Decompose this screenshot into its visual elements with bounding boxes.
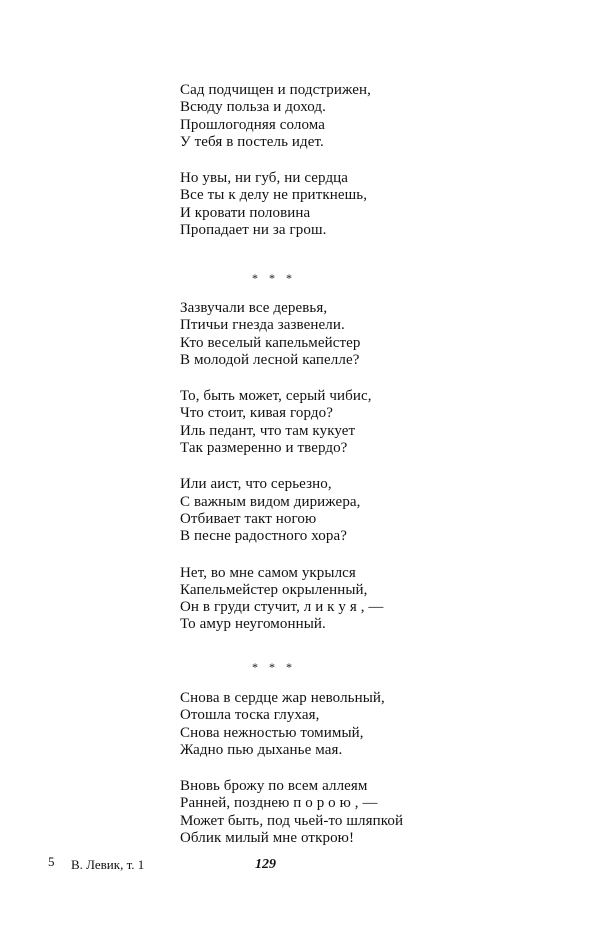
poem-section-2: [180, 300, 480, 653]
poem-line: Может быть, под чьей-то шляпкой: [180, 812, 404, 829]
stanza: [180, 82, 480, 151]
poem-line: Все ты к делу не приткнешь,: [180, 187, 368, 204]
page-number: 129: [255, 857, 276, 872]
poem-line: То амур неугомонный.: [180, 616, 326, 633]
poem-line: Он в груди стучит, л и к у я , —: [180, 599, 384, 616]
poem-section-3: [180, 690, 480, 866]
poem-line: Жадно пью дыханье мая.: [180, 741, 343, 758]
poem-line: Прошлогодняя солома: [180, 116, 326, 133]
poem-line: Птичьи гнезда зазвенели.: [180, 317, 345, 334]
poem-line: В песне радостного хора?: [180, 528, 347, 545]
poem-line: Облик милый мне открою!: [180, 830, 355, 847]
poem-line: Капельмейстер окрыленный,: [180, 581, 368, 598]
poem-line: В молодой лесной капелле?: [180, 351, 360, 368]
poem-line: Но увы, ни губ, ни сердца: [180, 170, 349, 187]
poem-line: Зазвучали все деревья,: [180, 300, 328, 316]
poem-line: То, быть может, серый чибис,: [180, 388, 372, 405]
stanza: [180, 565, 480, 634]
poem-line: Всюду польза и доход.: [180, 99, 326, 116]
poem-line: Снова в сердце жар невольный,: [180, 690, 385, 706]
stanza: [180, 690, 480, 759]
poem-line: С важным видом дирижера,: [180, 493, 361, 510]
poem-line: Ранней, позднею п о р о ю , —: [180, 795, 378, 812]
poem-line: Снова нежностью томимый,: [180, 724, 364, 741]
signature-number: 5: [48, 854, 55, 869]
section-separator-2: * * *: [252, 660, 296, 674]
poem-line: Нет, во мне самом укрылся: [180, 564, 356, 581]
stanza: [180, 476, 480, 545]
poem-line: У тебя в постель идет.: [180, 133, 324, 150]
poem-line: Отбивает такт ногою: [180, 510, 317, 527]
stanza: [180, 170, 480, 239]
poem-line: Вновь брожу по всем аллеям: [180, 778, 368, 795]
poem-line: Иль педант, что там кукует: [180, 422, 356, 439]
poem-line: И кровати половина: [180, 204, 311, 221]
stanza: [180, 778, 480, 847]
poem-section-1: [180, 82, 480, 258]
poem-line: Или аист, что серьезно,: [180, 476, 332, 493]
poem-line: Кто веселый капельмейстер: [180, 334, 361, 351]
signature-text: В. Левик, т. 1: [71, 857, 145, 872]
section-separator-1: * * *: [252, 271, 296, 285]
poem-line: Пропадает ни за грош.: [180, 222, 327, 239]
poem-line: Что стоит, кивая гордо?: [180, 405, 334, 422]
poem-line: Сад подчищен и подстрижен,: [180, 82, 371, 98]
stanza: [180, 300, 480, 369]
stanza: [180, 388, 480, 457]
poem-line: Так размеренно и твердо?: [180, 440, 348, 457]
poem-line: Отошла тоска глухая,: [180, 707, 320, 724]
